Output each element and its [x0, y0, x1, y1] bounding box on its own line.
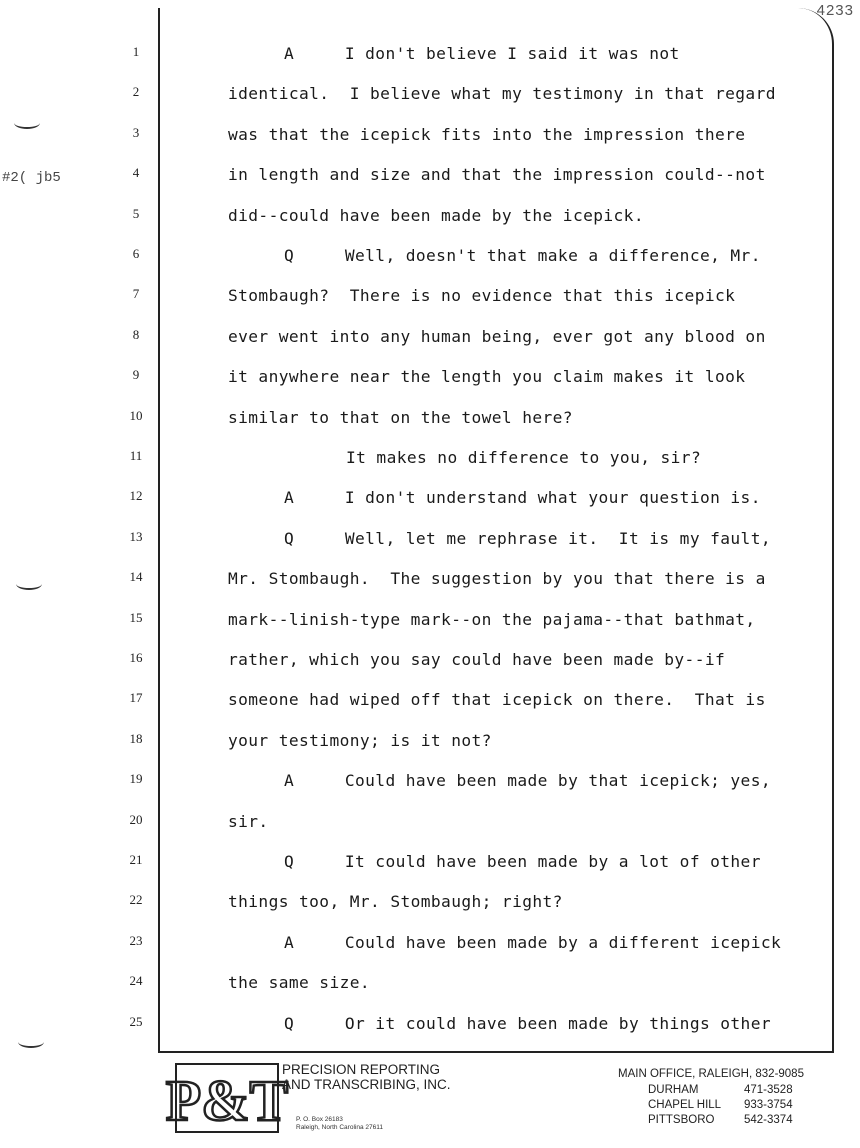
transcript-line: rather, which you say could have been made by--if: [228, 650, 726, 669]
line-number: 5: [132, 205, 140, 221]
company-logo-text: P&T: [165, 1068, 289, 1133]
office-city: CHAPEL HILL: [648, 1099, 722, 1111]
side-annotation: #2( jb5: [2, 170, 61, 186]
office-list: [618, 1068, 804, 1128]
transcript-line: Mr. Stombaugh. The suggestion by you that there is a: [228, 569, 766, 589]
transcript-line: ever went into any human being, ever got any blood on: [228, 326, 766, 346]
line-number: 22: [129, 892, 143, 908]
address-line2: Raleigh, North Carolina 27611: [296, 1124, 383, 1131]
line-number: 11: [129, 448, 143, 463]
margin-mark: [18, 1036, 44, 1048]
margin-mark: [16, 578, 42, 590]
office-city: PITTSBORO: [648, 1114, 715, 1126]
transcript-line: identical. I believe what my testimony in that regard: [228, 84, 776, 104]
transcript-line: someone had wiped off that icepick on there. That is: [228, 690, 766, 710]
line-number: 10: [129, 407, 143, 423]
line-number: 17: [129, 690, 143, 706]
address-line1: P. O. Box 26183: [296, 1116, 343, 1123]
main-office: MAIN OFFICE, RALEIGH, 832-9085: [618, 1068, 804, 1080]
transcript-line: Q It could have been made by a lot of other: [284, 852, 761, 871]
office-phone: 542-3374: [744, 1114, 793, 1126]
transcript-line: your testimony; is it not?: [228, 730, 492, 750]
transcript-line: Q Or it could have been made by things other: [284, 1013, 771, 1033]
line-number: 14: [129, 569, 143, 585]
office-phone: 933-3754: [744, 1099, 793, 1111]
page-number: 4233: [816, 2, 854, 19]
transcript-line: A Could have been made by that icepick; yes,: [284, 771, 771, 791]
line-number: 8: [132, 326, 140, 342]
line-number: 23: [129, 932, 143, 948]
line-number: 19: [129, 771, 143, 787]
office-phone: 471-3528: [744, 1084, 793, 1096]
transcript-line: A I don't understand what your question is.: [284, 488, 761, 508]
office-row: [618, 1083, 804, 1098]
transcript-line: was that the icepick fits into the impression there: [228, 124, 746, 144]
company-address: [296, 1116, 383, 1132]
company-name-line1: PRECISION REPORTING: [282, 1062, 441, 1077]
transcript-line: in length and size and that the impression could--not: [228, 165, 766, 185]
line-number: 2: [132, 84, 140, 100]
line-number: 4: [132, 165, 140, 181]
transcript-line: sir.: [228, 811, 269, 831]
office-row: [618, 1098, 804, 1113]
margin-mark: [14, 117, 40, 129]
line-number: 12: [129, 488, 143, 504]
transcript-line: similar to that on the towel here?: [228, 407, 573, 427]
line-number: 16: [129, 650, 143, 665]
line-number: 7: [132, 286, 140, 302]
line-number: 9: [132, 367, 140, 383]
transcript-line: things too, Mr. Stombaugh; right?: [228, 892, 563, 912]
line-number: 25: [129, 1013, 143, 1029]
line-number: 13: [129, 528, 143, 544]
line-number: 21: [129, 852, 143, 867]
office-city: DURHAM: [648, 1084, 699, 1096]
transcript-line: Q Well, let me rephrase it. It is my fault,: [284, 528, 771, 548]
transcript-line: it anywhere near the length you claim makes it look: [228, 367, 746, 387]
line-number: 18: [129, 730, 143, 746]
transcript-line: Q Well, doesn't that make a difference, Mr.: [284, 246, 761, 265]
line-number: 20: [129, 811, 143, 827]
office-row: [618, 1113, 804, 1128]
transcript-line: mark--linish-type mark--on the pajama--that bathmat,: [228, 609, 756, 629]
line-number: 6: [132, 246, 140, 261]
line-number: 24: [129, 973, 143, 989]
line-number: 15: [129, 609, 143, 625]
company-name-line2: AND TRANSCRIBING, INC.: [282, 1077, 451, 1092]
line-number: 3: [132, 124, 140, 140]
company-logo: [165, 1062, 289, 1134]
transcript-line: A I don't believe I said it was not: [284, 44, 680, 63]
transcript-line: Stombaugh? There is no evidence that this icepick: [228, 286, 736, 306]
transcript-line: did--could have been made by the icepick.: [228, 205, 644, 225]
transcript-line: It makes no difference to you, sir?: [346, 448, 702, 467]
transcript-line: the same size.: [228, 973, 371, 993]
line-number: 1: [132, 44, 140, 59]
transcript-line: A Could have been made by a different icepick: [284, 932, 782, 952]
company-name: [282, 1062, 451, 1092]
